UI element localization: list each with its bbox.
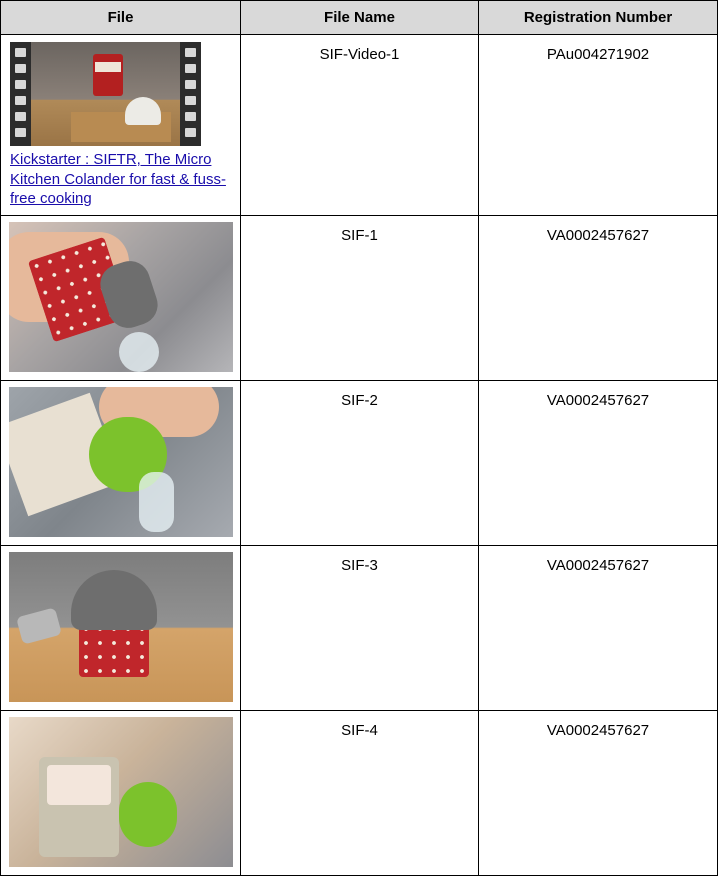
registration-cell: VA0002457627: [478, 545, 717, 710]
video-link[interactable]: Kickstarter : SIFTR, The Micro Kitchen Colander for fast & fuss-free cooking: [10, 151, 226, 207]
product-photo-image: [9, 717, 233, 867]
photo-cell: [1, 380, 241, 545]
table-row: [1, 380, 718, 545]
registration-cell: VA0002457627: [478, 380, 717, 545]
file-name-cell: SIF-1: [241, 215, 479, 380]
header-file: File: [1, 1, 241, 35]
header-file-name: File Name: [241, 1, 479, 35]
product-photo-image: [9, 387, 233, 537]
filmstrip-left-icon: [10, 42, 31, 146]
file-name-cell: SIF-4: [241, 710, 479, 875]
video-still-image: [31, 42, 180, 146]
file-name-cell: SIF-3: [241, 545, 479, 710]
video-file-cell: [1, 35, 241, 216]
product-photo-image: [9, 552, 233, 702]
file-name-cell: SIF-2: [241, 380, 479, 545]
table-row: [1, 710, 718, 875]
video-thumbnail[interactable]: [10, 42, 201, 146]
table-header-row: [1, 1, 718, 35]
registration-cell: PAu004271902: [478, 35, 717, 216]
table-row: [1, 215, 718, 380]
filmstrip-right-icon: [180, 42, 201, 146]
header-registration-number: Registration Number: [478, 1, 717, 35]
table-row-video: [1, 35, 718, 216]
registration-cell: VA0002457627: [478, 710, 717, 875]
photo-cell: [1, 215, 241, 380]
product-photo-image: [9, 222, 233, 372]
table-row: [1, 545, 718, 710]
photo-cell: [1, 710, 241, 875]
photo-cell: [1, 545, 241, 710]
file-name-cell: SIF-Video-1: [241, 35, 479, 216]
registration-cell: VA0002457627: [478, 215, 717, 380]
